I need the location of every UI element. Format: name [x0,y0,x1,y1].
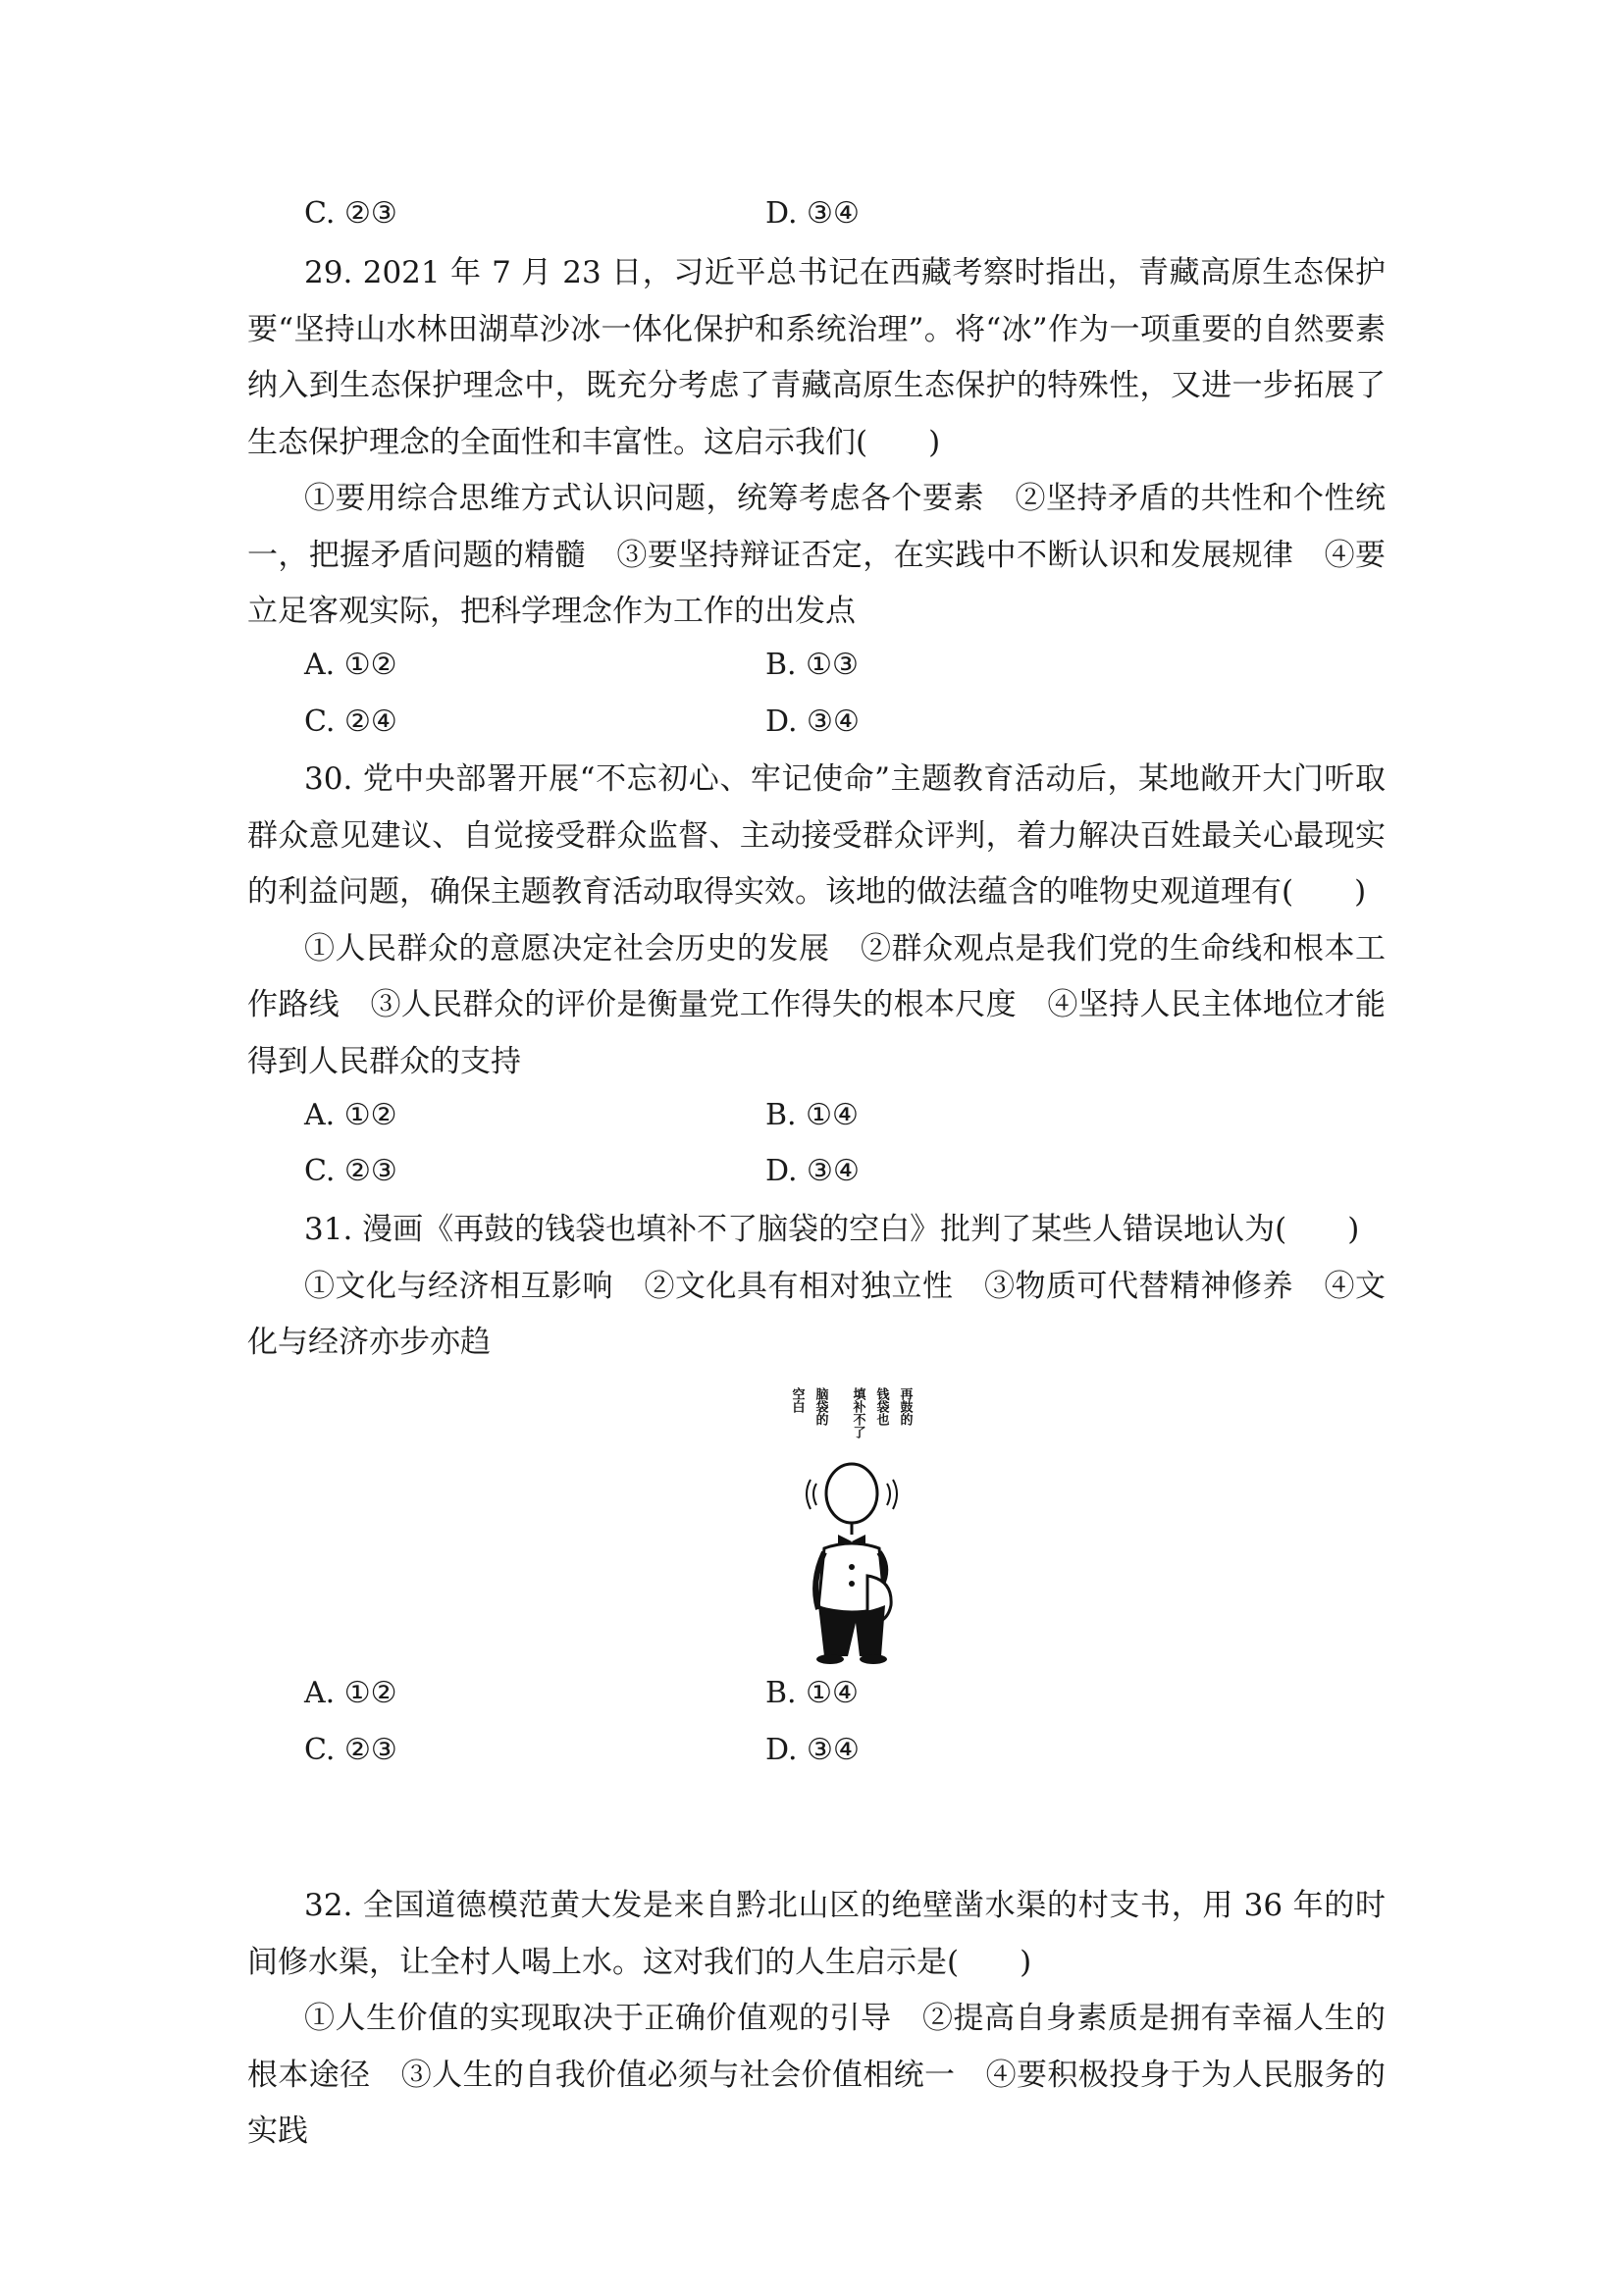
q31-option-c: C. ②③ [304,1733,397,1767]
q28-option-d: D. ③④ [765,196,860,231]
q29-option-b: B. ①③ [765,648,859,682]
q31-option-d: D. ③④ [765,1733,860,1767]
q31-question [247,1202,1386,1372]
q30-stem: 30. 党中央部署开展“不忘初心、牢记使命”主题教育活动后，某地敞开大门听取群众意见建议、自觉接受群众监督、主动接受群众评判，着力解决百姓最关心最现实的利益问题，确保主题教育活动取得实效。该地的做法蕴含的唯物史观道理有( ) [247,761,1386,910]
q31-stem: 31. 漫画《再鼓的钱袋也填补不了脑袋的空白》批判了某些人错误地认为( ) [304,1212,1360,1247]
q32-statements: ①人生价值的实现取决于正确价值观的引导 ②提高自身素质是拥有幸福人生的根本途径 ③人生的自我价值必须与社会价值相统一 ④要积极投身于为人民服务的实践 [247,2001,1386,2149]
q30-statements: ①人民群众的意愿决定社会历史的发展 ②群众观点是我们党的生命线和根本工作路线 ③人民群众的评价是衡量党工作得失的根本尺度 ④坚持人民主体地位才能得到人民群众的支持 [247,930,1386,1079]
cartoon-drawing [765,1366,922,1665]
q30-option-b: B. ①④ [765,1098,859,1132]
caption-col-4: 脑袋的 [812,1387,828,1426]
q29-stem: 29. 2021 年 7 月 23 日，习近平总书记在西藏考察时指出，青藏高原生态保护要“坚持山水林田湖草沙冰一体化保护和系统治理”。将“冰”作为一项重要的自然要素纳入到生态保护理念中，既充分考虑了青藏高原生态保护的特殊性，又进一步拓展了生态保护理念的全面性和丰富性。这启示我们( ) [247,255,1386,460]
q30-question [247,752,1386,1090]
q30-option-c: C. ②③ [304,1154,397,1188]
q30-option-a: A. ①② [304,1098,397,1132]
caption-col-5: 空白 [789,1387,805,1413]
caption-col-1: 再鼓的 [897,1387,913,1426]
q31-option-a: A. ①② [304,1676,397,1710]
q29-option-c: C. ②④ [304,704,397,739]
q29-statements: ①要用综合思维方式认识问题，统筹考虑各个要素 ②坚持矛盾的共性和个性统一，把握矛盾问题的精髓 ③要坚持辩证否定，在实践中不断认识和发展规律 ④要立足客观实际，把科学理念作为工作的出发点 [247,481,1386,629]
caption-col-2: 钱袋也 [873,1387,889,1426]
q29-option-a: A. ①② [304,648,397,682]
q32-stem: 32. 全国道德模范黄大发是来自黔北山区的绝壁凿水渠的村支书，用 36 年的时间修水渠，让全村人喝上水。这对我们的人生启示是( ) [247,1888,1386,1980]
q31-statements: ①文化与经济相互影响 ②文化具有相对独立性 ③物质可代替精神修养 ④文化与经济亦步亦趋 [247,1268,1386,1360]
q31-option-b: B. ①④ [765,1676,859,1710]
q29-option-d: D. ③④ [765,704,860,739]
caption-col-3: 填补不了 [850,1387,865,1438]
q30-option-d: D. ③④ [765,1154,860,1188]
cartoon-image [765,1366,922,1665]
q32-question [247,1878,1386,2161]
q28-option-c: C. ②③ [304,196,397,231]
q29-question [247,245,1386,641]
